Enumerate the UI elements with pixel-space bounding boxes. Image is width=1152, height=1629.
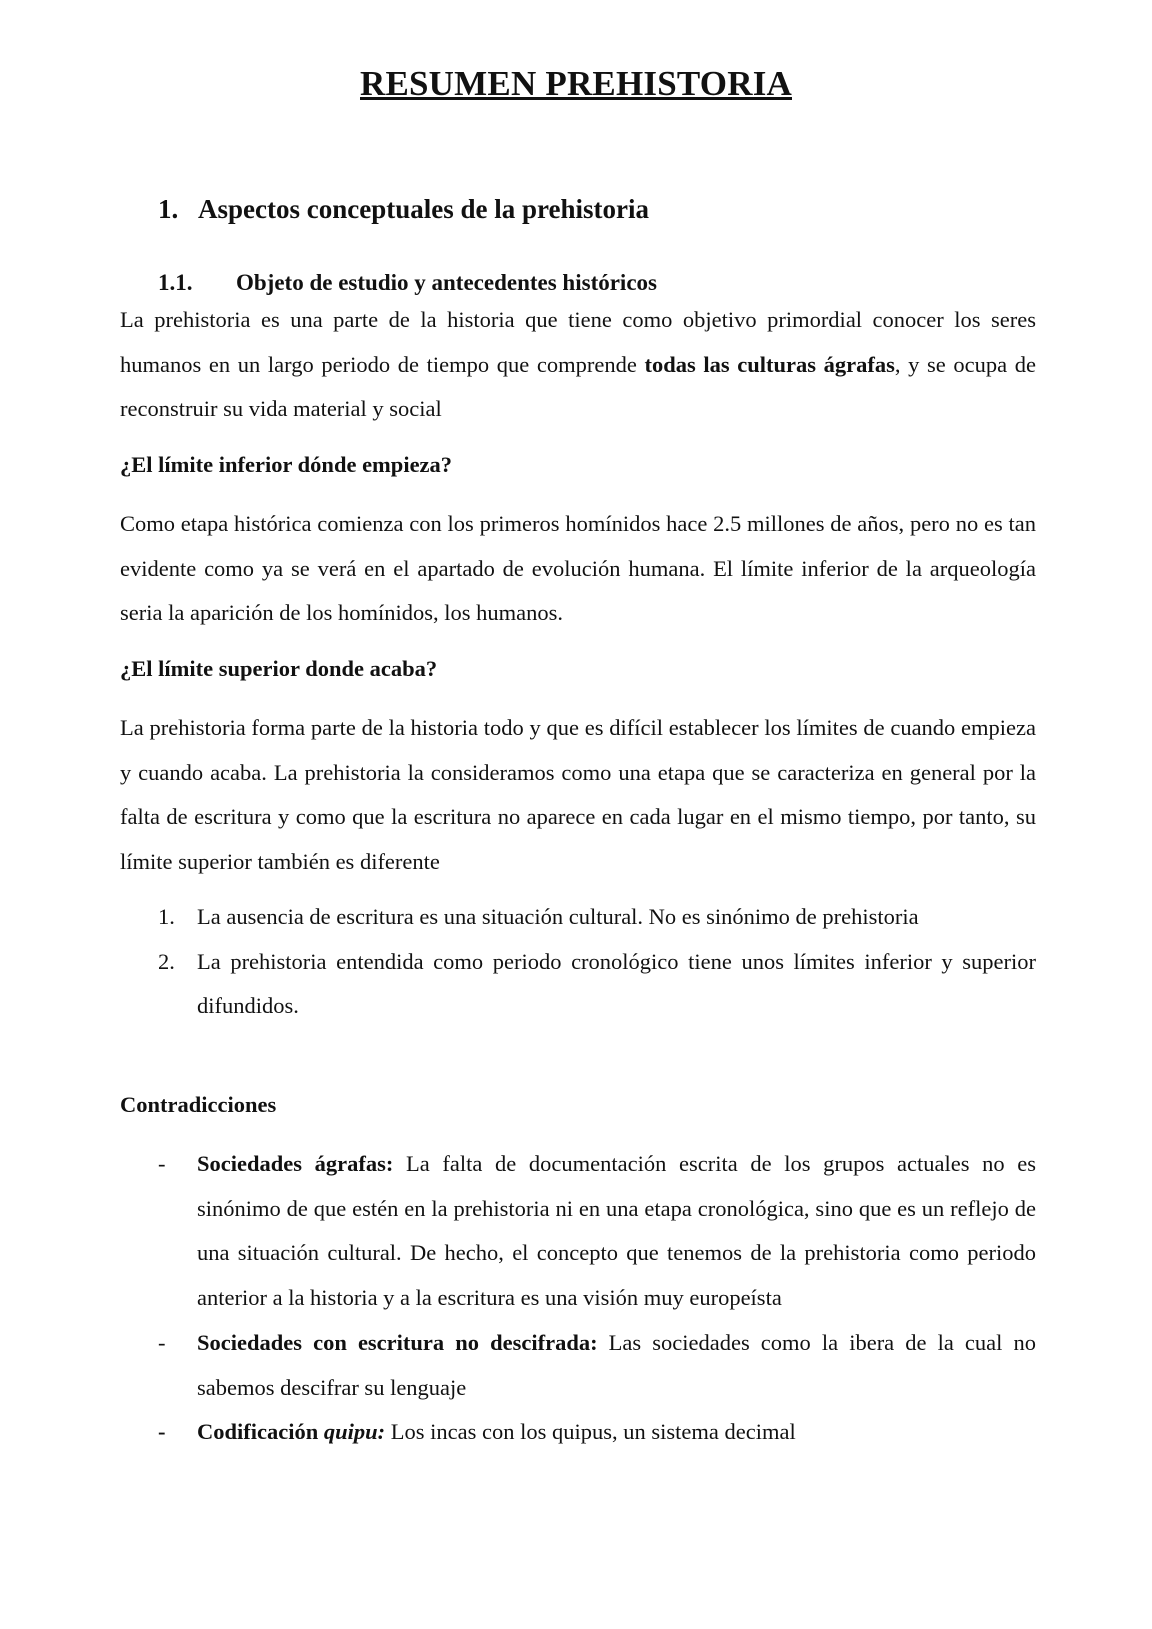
list-item-term: Sociedades con escritura no descifrada: [197, 1329, 598, 1355]
contradicciones-list [120, 1142, 1036, 1455]
list-marker: - [158, 1419, 166, 1445]
list-marker: 2. [158, 948, 175, 974]
list-marker: 1. [158, 904, 175, 929]
lower-limit-paragraph: Como etapa histórica comienza con los primeros homínidos hace 2.5 millones de años, pero no es tan evidente como ya se verá en el apartado de evolución humana. El límite inferior de la arqueología seria la aparición de los homínidos, los humanos. [120, 511, 1036, 626]
intro-text-a: La prehistoria es una parte de la historia que tiene como objetivo primordial conocer los seres humanos en un largo periodo de tiempo que comprende [120, 307, 1036, 377]
contradicciones-heading: Contradicciones [120, 1092, 277, 1117]
list-item-text: Los incas con los quipus, un sistema decimal [385, 1419, 796, 1445]
section-number: 1. [158, 194, 179, 224]
list-item-term: Sociedades ágrafas: [197, 1151, 394, 1176]
list-item-text: Las sociedades como la ibera de la cual no sabemos descifrar su lenguaje [197, 1329, 1036, 1400]
list-item-text: La falta de documentación escrita de los grupos actuales no es sinónimo de que estén en la prehistoria ni en una etapa cronológica, sino que es un reflejo de una situación cultural. De hecho, el concepto que tenemos de la prehistoria como periodo anterior a la historia y a la escritura es una visión muy europeísta [197, 1151, 1036, 1311]
upper-limit-question: ¿El límite superior donde acaba? [120, 656, 438, 681]
list-marker: - [158, 1329, 166, 1355]
upper-limit-paragraph: La prehistoria forma parte de la historia todo y que es difícil establecer los límites de cuando empieza y cuando acaba. La prehistoria la consideramos como una etapa que se caracteriza en general por la falta de escritura y como que la escritura no aparece en cada lugar en el mismo tiempo, por tanto, su límite superior también es diferente [120, 715, 1036, 875]
list-item [120, 895, 1036, 940]
list-item [120, 1321, 1036, 1410]
list-item-text: La ausencia de escritura es una situación cultural. No es sinónimo de prehistoria [197, 904, 919, 929]
section-title: Aspectos conceptuales de la prehistoria [198, 194, 649, 224]
intro-text-b: , y se ocupa de reconstruir su vida material y social [120, 351, 1037, 422]
document-title: RESUMEN PREHISTORIA [360, 64, 792, 103]
list-item [120, 1410, 1036, 1455]
intro-bold-text: todas las culturas ágrafas [644, 351, 895, 377]
section-heading-1 [158, 194, 649, 225]
subsection-title: Objeto de estudio y antecedentes históricos [236, 270, 657, 295]
subsection-number: 1.1. [158, 270, 193, 295]
list-item-term: Codificación [197, 1419, 324, 1445]
list-item [120, 1142, 1036, 1321]
numbered-list [120, 895, 1036, 1029]
list-item [120, 940, 1036, 1029]
list-item-text: La prehistoria entendida como periodo cronológico tiene unos límites inferior y superior difundidos. [197, 948, 1036, 1019]
intro-paragraph [120, 298, 1036, 432]
lower-limit-question: ¿El límite inferior dónde empieza? [120, 452, 453, 477]
list-item-term-italic: quipu: [323, 1419, 386, 1445]
subsection-heading-1-1 [158, 270, 657, 296]
list-marker: - [158, 1151, 166, 1176]
